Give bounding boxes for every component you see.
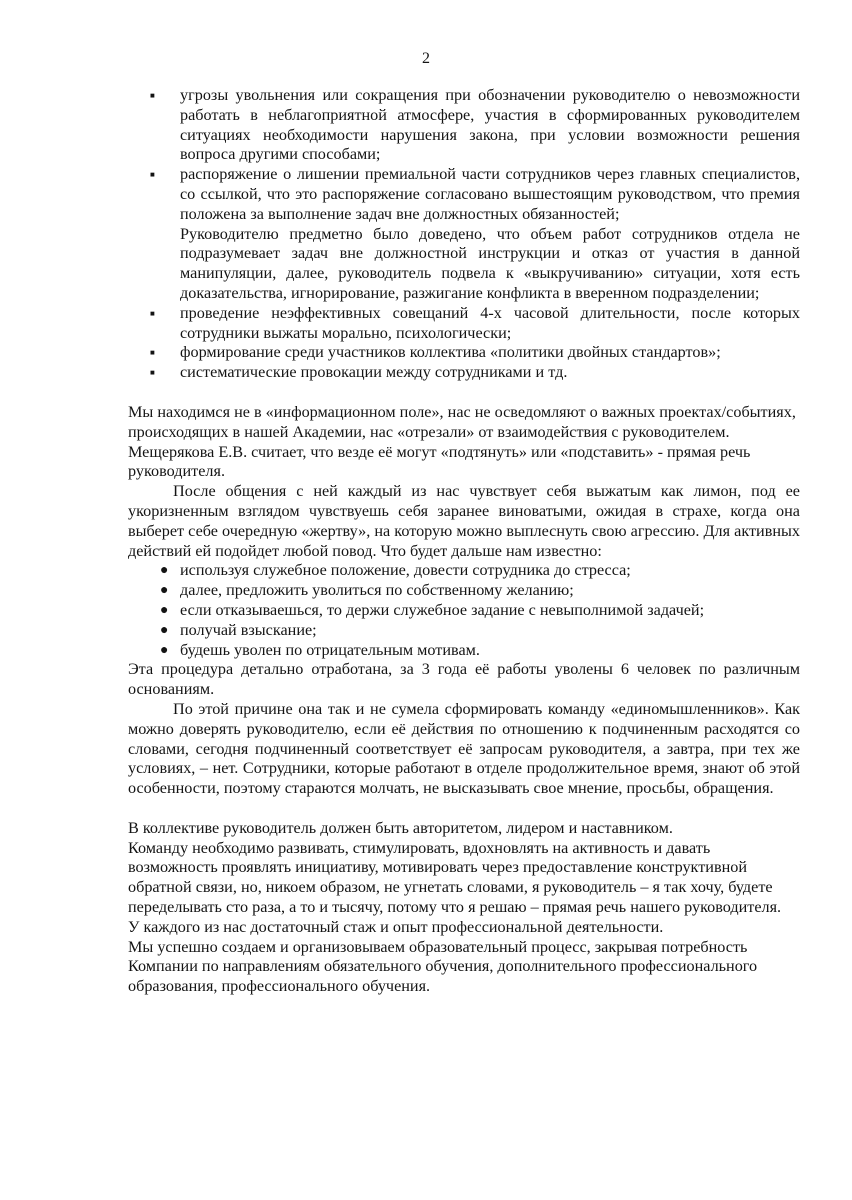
square-bullet-icon: ■	[150, 348, 155, 358]
page-number: 2	[422, 50, 430, 67]
dismissal-steps-list	[128, 561, 800, 660]
square-bullet-icon: ■	[150, 91, 155, 100]
list-item: ● будешь уволен по отрицательным мотивам.	[160, 640, 480, 659]
list-item: ■ проведение неэффективных совещаний 4-х часовой длительности, после которых сотрудники выжаты морально, психологически;	[150, 303, 800, 342]
paragraph-info-field: Мы находимся не в «информационном поле», нас не осведомляют о важных проектах/событиях, происходящих в нашей Академии, нас «отрезали» от взаимодействия с руководителем. Мещерякова Е.В. считает, что везде её могут «подтянуть» или «подставить» - прямая речь руководителя.	[128, 402, 796, 481]
paragraph-success: Мы успешно создаем и организовываем образовательный процесс, закрывая потребность Компании по направлениям обязательного обучения, дополнительного профессионального образования, профессионального обучения.	[128, 937, 758, 996]
list-item: ● получай взыскание;	[160, 620, 317, 639]
bullet-icon: ●	[160, 602, 169, 618]
document-body	[128, 86, 800, 997]
bullet-icon: ●	[160, 622, 169, 638]
list-item: ■ угрозы увольнения или сокращения при обозначении руководителю о невозможности работать в неблагоприятной атмосфере, участия в сформированных руководителем ситуациях необходимости нарушения закона, при условии возможности решения вопроса другими способами;	[150, 86, 800, 164]
list-item: ● далее, предложить уволиться по собственному желанию;	[160, 581, 574, 600]
list-item: ● если отказываешься, то держи служебное задание с невыполнимой задачей;	[160, 600, 705, 619]
paragraph-experience: У каждого из нас достаточный стаж и опыт профессиональной деятельности.	[128, 917, 664, 936]
violations-list	[128, 86, 800, 225]
paragraph-team: Команду необходимо развивать, стимулировать, вдохновлять на активность и давать возможность проявлять инициативу, мотивировать через предоставление конструктивной обратной связи, но, никоем образом, не угнетать словами, я руководитель – я так хочу, будете переделывать сто раза, а то и тысячу, потому что я решаю – прямая речь нашего руководителя.	[128, 838, 782, 917]
list-item: ■ распоряжение о лишении премиальной части сотрудников через главных специалистов, со ссылкой, что это распоряжение согласовано вышестоящим руководством, что премия положена за выполнение задач вне должностных обязанностей;	[150, 165, 800, 223]
square-bullet-icon: ■	[150, 170, 155, 180]
bullet-icon: ●	[160, 563, 169, 579]
bullet-icon: ●	[160, 583, 169, 599]
list-item: ■ систематические провокации между сотрудниками и тд.	[150, 363, 568, 382]
bullet-icon: ●	[160, 642, 169, 658]
paragraph-reason: По этой причине она так и не сумела сформировать команду «единомышленников». Как можно доверять руководителю, если её действия по отношению к подчиненным расходятся со словами, сегодня подчиненный соответствует её запросам руководителя, а завтра, при тех же условиях, – нет. Сотрудники, которые работают в отделе продолжительное время, знают об этой особенности, поэтому стараются молчать, не высказывать свое мнение, просьбы, обращения.	[128, 699, 800, 798]
paragraph-procedure: Эта процедура детально отработана, за 3 года её работы уволены 6 человек по различным основаниям.	[128, 660, 800, 699]
list-note: Руководителю предметно было доведено, что объем работ сотрудников отдела не подразумевает задач вне должностной инструкции и отказ от участия в данной манипуляции, далее, руководитель подвела к «выкручиванию» ситуации, хотя есть доказательства, игнорирование, разжигание конфликта в вверенном подразделении;	[180, 224, 800, 302]
list-item: ● используя служебное положение, довести сотрудника до стресса;	[160, 561, 631, 580]
list-item: ■ формирование среди участников коллектива «политики двойных стандартов»;	[150, 343, 721, 362]
paragraph-leader: В коллективе руководитель должен быть авторитетом, лидером и наставником.	[128, 818, 673, 837]
square-bullet-icon: ■	[150, 368, 155, 378]
violations-list-continued	[128, 304, 800, 383]
paragraph-after-contact: После общения с ней каждый из нас чувствует себя выжатым как лимон, под ее укоризненным взглядом чувствуешь себя заранее виноватыми, ожидая в страхе, когда она выберет себе очередную «жертву», на которую можно выплеснуть свою агрессию. Для активных действий ей подойдет любой повод. Что будет дальше нам известно:	[128, 482, 800, 560]
square-bullet-icon: ■	[150, 308, 155, 318]
